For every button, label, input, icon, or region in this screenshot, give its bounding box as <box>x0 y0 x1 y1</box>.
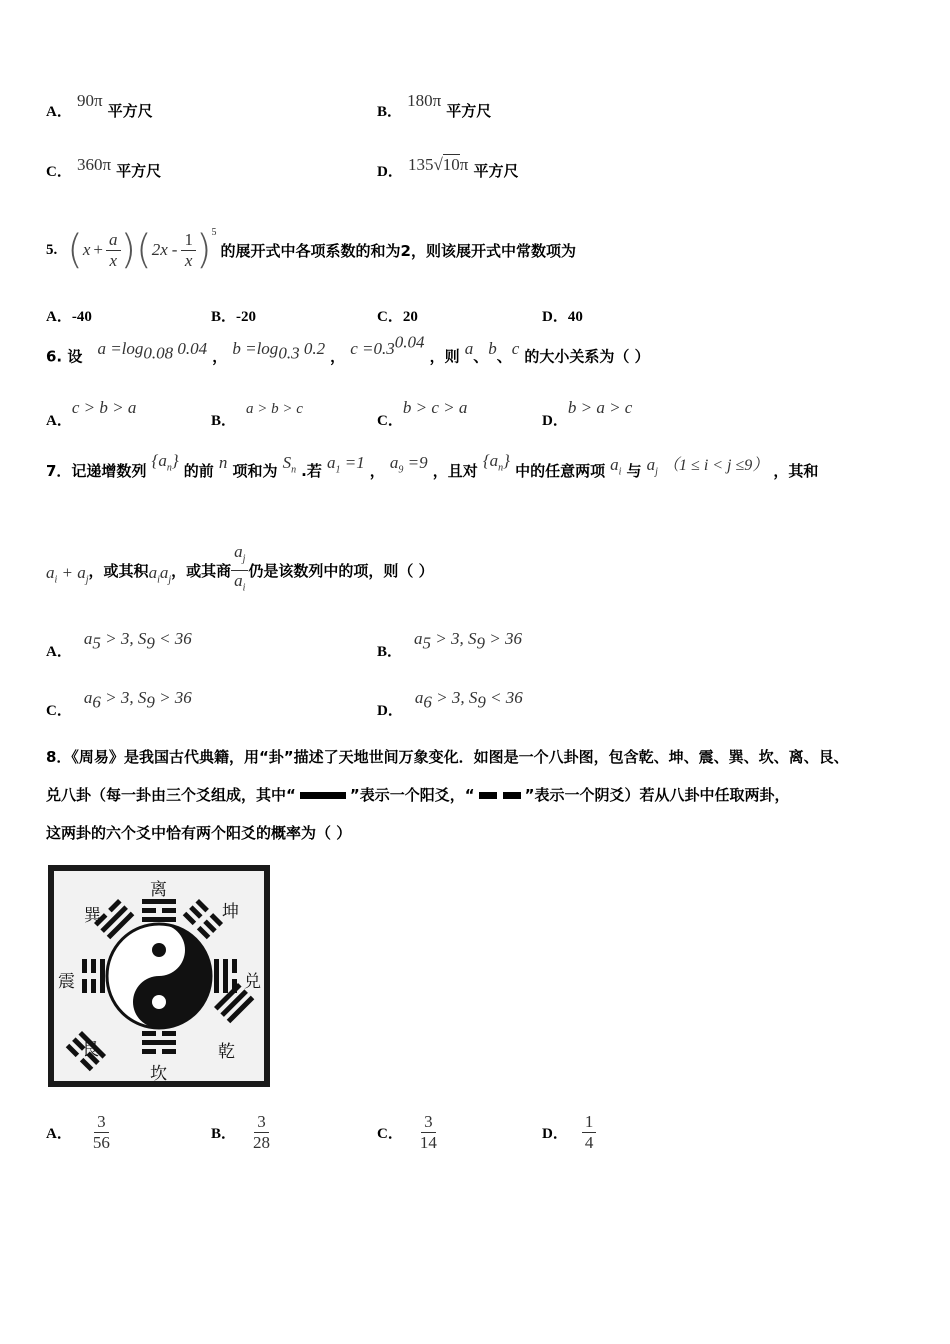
q8-option-b[interactable] <box>211 1112 273 1153</box>
condition: （1 ≤ i < j ≤9） <box>663 457 769 474</box>
question-text: 的前 <box>183 462 214 480</box>
option-unit: 平方尺 <box>473 162 519 180</box>
value: =1 <box>340 453 365 472</box>
denominator: 4 <box>584 1133 594 1152</box>
option-value: -20 <box>236 309 257 325</box>
var-a: a <box>646 455 656 474</box>
var-a: a <box>414 688 424 707</box>
numerator: 3 <box>421 1112 436 1133</box>
subscript: i <box>157 574 160 586</box>
option-label: D． <box>377 703 403 719</box>
denominator: 56 <box>92 1133 110 1152</box>
ineq-part: < 36 <box>485 688 523 707</box>
seq-open: {a <box>151 451 167 470</box>
subscript: i <box>54 574 58 586</box>
q4-option-b[interactable] <box>377 91 492 121</box>
question-text: 7．记递增数列 <box>46 462 147 480</box>
term-aj <box>646 455 658 478</box>
question-text: ，或其积 <box>88 561 149 580</box>
option-label: B． <box>211 413 237 429</box>
separator: 、 <box>496 347 512 366</box>
option-value <box>414 629 522 653</box>
trigram-zhen-icon <box>82 959 105 993</box>
question-number: 5. <box>46 241 58 258</box>
option-expr: 180π <box>407 91 442 110</box>
subscript: n <box>166 462 172 474</box>
question-text: 兑八卦（每一卦由三个爻组成，其中“ <box>46 786 296 804</box>
var-a: a <box>159 562 169 582</box>
denominator: 28 <box>253 1133 271 1152</box>
option-value: c > b > a <box>71 398 137 417</box>
trigram-label-zhen: 震 <box>58 972 75 992</box>
seq-open: {a <box>482 451 499 470</box>
separator: 、 <box>473 347 489 366</box>
expr-prefix: 135 <box>407 155 434 174</box>
question-text: ，则 <box>429 347 460 366</box>
log-arg: 0.2 <box>299 338 326 358</box>
q6-option-d[interactable] <box>542 397 633 429</box>
denominator <box>231 571 248 598</box>
var-a: a <box>389 453 399 472</box>
product-expr <box>149 563 172 585</box>
option-label: D． <box>542 1126 568 1142</box>
q5-option-b[interactable] <box>211 305 256 326</box>
option-label: D． <box>377 164 403 180</box>
numerator: a <box>106 230 121 251</box>
question-text: ，且对 <box>432 462 478 480</box>
yang-line-icon <box>300 792 346 799</box>
option-value: 40 <box>567 309 583 325</box>
numerator: 3 <box>94 1112 109 1133</box>
question-6 <box>46 332 650 371</box>
trigram-label-dui: 兑 <box>244 972 261 992</box>
subscript: 6 <box>423 692 432 712</box>
question-8-line-1: 8．《周易》是我国古代典籍，用“卦”描述了天地世间万象变化．如图是一个八卦图，包含乾、坤、震、巽、坎、离、艮、 <box>46 748 849 766</box>
option-label: A． <box>46 309 72 325</box>
q5-option-a[interactable] <box>46 305 92 326</box>
option-unit: 平方尺 <box>107 102 153 120</box>
q7-option-c[interactable] <box>46 687 192 719</box>
option-label: C． <box>46 703 72 719</box>
option-label: B． <box>211 309 237 325</box>
fraction-1-over-x <box>181 230 196 271</box>
q5-option-d[interactable] <box>542 305 583 326</box>
option-label: A． <box>46 413 72 429</box>
numerator: 1 <box>582 1112 597 1133</box>
q7-option-d[interactable] <box>377 687 523 719</box>
option-label: D． <box>542 413 568 429</box>
ineq-part: > 3, S <box>431 688 478 707</box>
q8-option-d[interactable] <box>542 1112 596 1153</box>
paren-right: ) <box>195 227 212 273</box>
bagua-figure-inner <box>54 871 264 1081</box>
sum-expr <box>46 563 89 585</box>
trigram-li-icon <box>142 899 176 922</box>
subscript: n <box>291 464 297 476</box>
quotient-expr <box>231 542 248 598</box>
var-a: a <box>46 562 55 582</box>
subscript: 5 <box>92 633 101 653</box>
a1-eq <box>326 453 365 476</box>
trigram-label-gen: 艮 <box>82 1040 99 1060</box>
var-a: a <box>148 562 158 582</box>
denominator: x <box>184 250 193 270</box>
var-x: x <box>82 240 91 259</box>
question-7-line-1 <box>46 451 819 483</box>
option-unit: 平方尺 <box>446 102 492 120</box>
option-unit: 平方尺 <box>116 162 162 180</box>
q6-option-b[interactable] <box>211 397 303 429</box>
exponent: 5 <box>211 227 217 238</box>
option-label: C． <box>377 1126 403 1142</box>
q6-option-c[interactable] <box>377 397 468 429</box>
subscript: 9 <box>398 464 404 476</box>
subscript: 9 <box>146 633 155 653</box>
separator: ， <box>212 347 228 366</box>
fraction-a-over-x <box>106 230 121 271</box>
expr-b-log: b =log <box>232 338 279 358</box>
sum-sn <box>282 453 297 476</box>
var-a: a <box>234 570 243 590</box>
term-2x: 2x <box>151 240 168 259</box>
subscript: j <box>168 574 172 586</box>
question-7-line-2 <box>46 542 434 595</box>
expr-a-log: a =log <box>97 338 144 358</box>
term-ai <box>610 455 622 478</box>
option-fraction <box>582 1112 597 1153</box>
subscript: i <box>242 581 246 593</box>
ineq-part: > 3, S <box>100 688 147 707</box>
q4-option-d[interactable] <box>377 155 519 181</box>
plus-sign: + <box>93 240 103 259</box>
q4-option-c[interactable] <box>46 155 162 181</box>
denominator: 14 <box>419 1133 437 1152</box>
subscript: 1 <box>335 464 341 476</box>
bagua-figure <box>48 865 270 1087</box>
subscript: j <box>242 553 246 565</box>
question-text: ”表示一个阴爻）若从八卦中任取两卦， <box>524 786 790 804</box>
question-text: ，或其商 <box>171 561 232 580</box>
option-fraction <box>417 1112 440 1153</box>
option-value: 20 <box>402 309 418 325</box>
question-text: 项和为 <box>232 462 278 480</box>
option-label: A． <box>46 644 72 660</box>
numerator: 1 <box>181 230 196 251</box>
separator: ， <box>369 462 385 480</box>
subscript: 6 <box>92 692 101 712</box>
option-expr <box>408 155 468 174</box>
ineq-part: > 3, S <box>100 629 147 648</box>
taiji-icon <box>107 924 211 1028</box>
q6-option-a[interactable] <box>46 397 137 429</box>
option-expr: 90π <box>76 91 103 110</box>
expr-a <box>97 338 208 363</box>
numerator <box>231 542 248 570</box>
option-value: b > a > c <box>567 398 633 417</box>
q5-expression <box>67 227 216 273</box>
ineq-part: < 36 <box>154 629 192 648</box>
subscript: n <box>498 462 504 474</box>
seq-close: } <box>171 451 179 470</box>
option-value: a > b > c <box>246 401 303 417</box>
var-a: a <box>234 542 243 562</box>
option-value: b > c > a <box>402 398 468 417</box>
var-n: n <box>218 453 228 472</box>
option-fraction <box>250 1112 273 1153</box>
option-label: C． <box>377 309 403 325</box>
question-text: 仍是该数列中的项，则（ ） <box>248 561 434 580</box>
question-text: 中的任意两项 <box>515 462 606 480</box>
plus-term: + a <box>57 562 86 582</box>
ineq-part: > 36 <box>154 688 192 707</box>
trigram-label-qian: 乾 <box>218 1042 235 1062</box>
paren-right: ) <box>120 227 137 273</box>
sqrt-sign: √ <box>433 155 443 174</box>
question-text: 的大小关系为（ ） <box>524 347 650 366</box>
option-label: C． <box>377 413 403 429</box>
seq-an <box>151 451 179 474</box>
var-c: c <box>511 338 520 358</box>
question-text: ，其和 <box>773 462 819 480</box>
question-text: .若 <box>301 462 322 480</box>
q8-option-c[interactable] <box>377 1112 440 1153</box>
trigram-label-li: 离 <box>150 880 167 900</box>
subscript: 5 <box>422 633 432 653</box>
subscript: 9 <box>477 692 486 712</box>
subscript: j <box>85 574 89 586</box>
q5-option-c[interactable] <box>377 305 418 326</box>
subscript: j <box>655 466 658 478</box>
numerator: 3 <box>254 1112 269 1133</box>
question-text: 的展开式中各项系数的和为2，则该展开式中常数项为 <box>220 241 576 260</box>
q4-option-a[interactable] <box>46 91 153 121</box>
option-value <box>83 629 192 653</box>
paren-left: ( <box>136 227 152 273</box>
var-a: a <box>83 688 93 707</box>
yin-line-icon <box>479 786 521 804</box>
q7-option-b[interactable] <box>377 628 522 660</box>
var-a: a <box>326 453 336 472</box>
question-5 <box>46 222 576 278</box>
trigram-kan-icon <box>142 1031 176 1054</box>
var-a: a <box>83 629 93 648</box>
var-a: a <box>464 338 474 358</box>
subscript: i <box>618 466 622 478</box>
minus-sign: - <box>171 240 178 259</box>
denominator: x <box>109 250 118 270</box>
expr-c <box>350 332 425 358</box>
option-value: -40 <box>71 309 92 325</box>
seq-close: } <box>503 451 510 470</box>
option-label: B． <box>377 104 403 120</box>
var-a: a <box>610 455 619 474</box>
radicand: 10 <box>442 155 460 174</box>
option-value <box>83 688 192 712</box>
seq-an <box>482 451 510 474</box>
a9-eq <box>389 453 428 476</box>
expr-suffix: π <box>459 155 469 174</box>
paren-left: ( <box>67 227 83 273</box>
exponent: 0.04 <box>394 332 425 351</box>
ineq-part: > 36 <box>485 629 522 648</box>
q7-option-a[interactable] <box>46 628 192 660</box>
var-a: a <box>414 629 423 648</box>
question-text: 与 <box>626 462 642 480</box>
log-base: 0.08 <box>143 343 174 363</box>
q8-option-a[interactable] <box>46 1112 113 1153</box>
question-8-line-2 <box>46 784 789 805</box>
question-8-line-3: 这两卦的六个爻中恰有两个阳爻的概率为（ ） <box>46 824 352 842</box>
option-label: A． <box>46 104 72 120</box>
subscript: 9 <box>476 633 485 653</box>
value: =9 <box>403 453 428 472</box>
trigram-label-xun: 巽 <box>84 906 101 926</box>
trigram-label-kan: 坎 <box>150 1064 167 1081</box>
option-expr: 360π <box>76 155 112 174</box>
option-label: A． <box>46 1126 72 1142</box>
ineq-part: > 3, S <box>431 629 477 648</box>
trigram-label-kun: 坤 <box>222 902 239 922</box>
log-arg: 0.04 <box>173 338 208 358</box>
subscript: 9 <box>146 692 155 712</box>
question-number: 6. 设 <box>46 347 83 366</box>
var-s: S <box>282 453 292 472</box>
option-fraction <box>90 1112 113 1153</box>
expr-b <box>232 338 326 363</box>
separator: ， <box>330 347 346 366</box>
expr-c-pow: c =0.3 <box>350 338 395 358</box>
option-label: C． <box>46 164 72 180</box>
log-base: 0.3 <box>278 343 300 363</box>
option-label: B． <box>211 1126 237 1142</box>
question-text: ”表示一个阳爻，“ <box>349 786 475 804</box>
var-b: b <box>488 338 497 358</box>
option-label: D． <box>542 309 568 325</box>
option-label: B． <box>377 644 403 660</box>
option-value <box>414 688 523 712</box>
